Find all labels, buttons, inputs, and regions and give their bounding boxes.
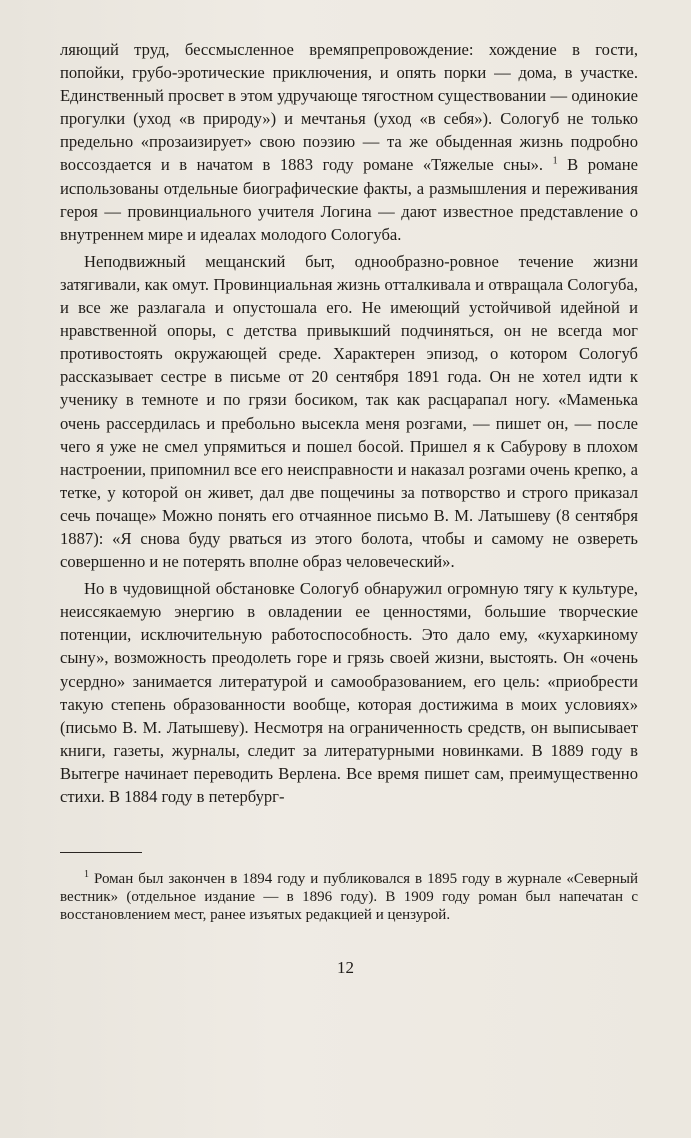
paragraph-3: Но в чудовищной обстановке Сологуб обнаружил огромную тягу к культуре, неиссякаемую энергию в овладении ее ценностями, большие творческие потенции, исключительную работоспособность. Это дало ему, «кухаркиному сыну», возможность преодолеть горе и грязь своей жизни, выстоять. Он «очень усердно» занимается литературой и самообразованием, его цель: «приобрести такую степень образованности вообще, которая достижима в моих условиях» (письмо В. М. Латышеву). Несмотря на ограниченность средств, он выписывает книги, газеты, журналы, следит за литературными новинками. В 1889 году в Вытегре начинает переводить Верлена. Все время пишет сам, преимущественно стихи. В 1884 году в петербург- <box>60 579 638 806</box>
footnote-divider <box>60 852 142 853</box>
page-number: 12 <box>337 958 354 977</box>
footnote-ref: 1 <box>552 155 558 167</box>
body-text <box>60 38 638 808</box>
paragraph-2: Неподвижный мещанский быт, однообразно-ровное течение жизни затягивали, как омут. Провинциальная жизнь отталкивала и отвращала Сологуба, и все же разлагала и опустошала его. Не имеющий устойчивой идейной и нравственной опоры, с детства привыкший подчиняться, он не всегда мог противостоять окружающей среде. Характерен эпизод, о котором Сологуб рассказывает сестре в письме от 20 сентября 1891 года. Он не хотел идти к ученику в темноте и по грязи босиком, так как расцарапал ногу. «Маменька очень рассердилась и пребольно высекла меня розгами, — пишет он, — после чего я уже не смел упрямиться и пошел босой. Пришел я к Сабурову в плохом настроении, припомнил все его неисправности и наказал розгами очень крепко, а тетке, у которой он живет, дал две пощечины за потворство и строго приказал сечь почаще» Можно понять его отчаянное письмо В. М. Латышеву (8 сентября 1887): «Я снова буду рваться из этого болота, чтобы и самому не озвереть совершенно и не потерять вполне образ человеческий». <box>60 251 638 572</box>
footnote-marker: 1 <box>84 869 89 880</box>
paragraph-1-text: ляющий труд, бессмысленное времяпрепровождение: хождение в гости, попойки, грубо-эротические приключения, и опять порки — дома, в участке. Единственный просвет в этом удручающе тягостном существовании — одинокие прогулки (уход «в природу») и мечтанья (уход «в себя»). Сологуб не только предельно «прозаизирует» свою поэзию — та же обыденная жизнь подробно воссоздается и в начатом в 1883 году романе «Тяжелые сны». <box>60 40 638 175</box>
paragraph-1 <box>60 38 638 246</box>
paragraph-1-rest: В романе использованы отдельные биографические факты, а размышления и переживания героя — провинциального учителя Логина — дают известное представление о внутреннем мире и идеалах молодого Сологуба. <box>60 155 639 244</box>
footnote-text: Роман был закончен в 1894 году и публиковался в 1895 году в журнале «Северный вестник» (отдельное издание — в 1896 году). В 1909 году роман был напечатан с восстановлением мест, ранее изъятых редакцией и цензурой. <box>60 871 638 924</box>
footnote <box>60 870 638 925</box>
